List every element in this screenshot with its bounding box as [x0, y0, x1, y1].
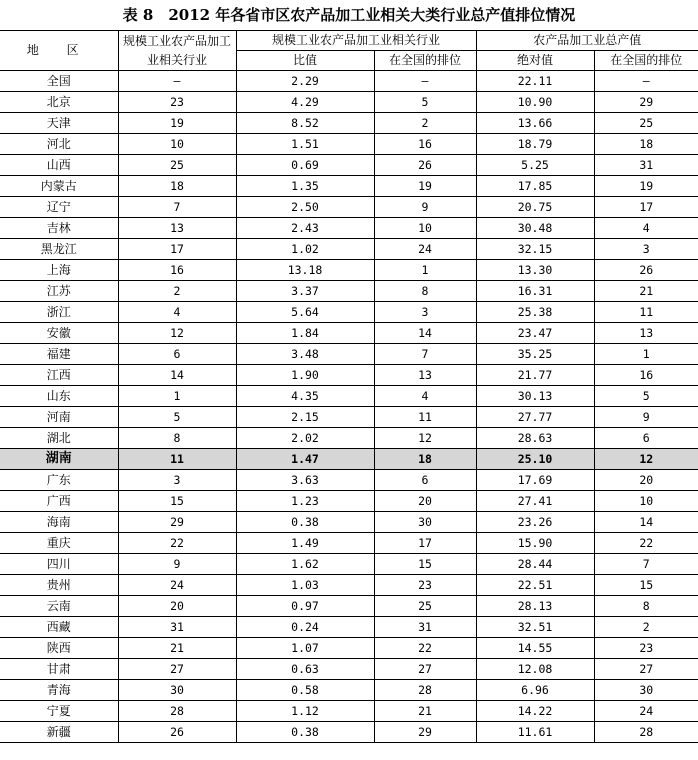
cell-region: 江西 [0, 365, 118, 386]
cell-ratio-rank: 11 [374, 407, 476, 428]
cell-industry-count: 21 [118, 638, 236, 659]
table-row [0, 176, 698, 197]
cell-ratio: 2.02 [236, 428, 374, 449]
cell-ratio: 1.47 [236, 449, 374, 470]
header-industry-count-text: 规模工业农产品加工业相关行业 [123, 33, 232, 67]
cell-ratio: 2.29 [236, 71, 374, 92]
cell-ratio: 0.63 [236, 659, 374, 680]
cell-ratio: 1.62 [236, 554, 374, 575]
cell-output-rank: 14 [594, 512, 698, 533]
table-row [0, 281, 698, 302]
cell-ratio-rank: 30 [374, 512, 476, 533]
cell-ratio-rank: 10 [374, 218, 476, 239]
cell-ratio: 0.38 [236, 722, 374, 743]
table-row [0, 239, 698, 260]
cell-absolute: 14.55 [476, 638, 594, 659]
cell-region: 江苏 [0, 281, 118, 302]
cell-absolute: 16.31 [476, 281, 594, 302]
table-row [0, 680, 698, 701]
table-row [0, 428, 698, 449]
cell-output-rank: 26 [594, 260, 698, 281]
cell-region: 全国 [0, 71, 118, 92]
cell-region: 安徽 [0, 323, 118, 344]
cell-ratio-rank: 1 [374, 260, 476, 281]
cell-output-rank: 13 [594, 323, 698, 344]
cell-ratio: 1.90 [236, 365, 374, 386]
cell-absolute: 6.96 [476, 680, 594, 701]
cell-industry-count: 31 [118, 617, 236, 638]
cell-industry-count: 6 [118, 344, 236, 365]
cell-region: 黑龙江 [0, 239, 118, 260]
cell-ratio-rank: 31 [374, 617, 476, 638]
cell-region: 宁夏 [0, 701, 118, 722]
cell-ratio: 1.51 [236, 134, 374, 155]
cell-output-rank: 22 [594, 533, 698, 554]
cell-output-rank: 30 [594, 680, 698, 701]
cell-region: 湖南 [0, 449, 118, 470]
cell-absolute: 17.85 [476, 176, 594, 197]
cell-ratio-rank: 24 [374, 239, 476, 260]
header-absolute: 绝对值 [476, 51, 594, 71]
cell-output-rank: 9 [594, 407, 698, 428]
cell-ratio: 3.63 [236, 470, 374, 491]
cell-ratio-rank: 15 [374, 554, 476, 575]
cell-region: 四川 [0, 554, 118, 575]
cell-industry-count: 9 [118, 554, 236, 575]
cell-absolute: 10.90 [476, 92, 594, 113]
cell-ratio: 1.23 [236, 491, 374, 512]
table-row [0, 260, 698, 281]
cell-output-rank: 3 [594, 239, 698, 260]
table-row [0, 386, 698, 407]
cell-region: 青海 [0, 680, 118, 701]
cell-industry-count: 27 [118, 659, 236, 680]
table-row [0, 71, 698, 92]
table-body [0, 71, 698, 743]
cell-absolute: 23.26 [476, 512, 594, 533]
table-row [0, 449, 698, 470]
cell-industry-count: 30 [118, 680, 236, 701]
cell-absolute: 18.79 [476, 134, 594, 155]
cell-output-rank: 24 [594, 701, 698, 722]
cell-absolute: 35.25 [476, 344, 594, 365]
cell-absolute: 13.30 [476, 260, 594, 281]
table-row [0, 575, 698, 596]
cell-ratio: 1.35 [236, 176, 374, 197]
cell-ratio-rank: 13 [374, 365, 476, 386]
cell-ratio: 1.02 [236, 239, 374, 260]
cell-industry-count: 28 [118, 701, 236, 722]
cell-ratio-rank: 17 [374, 533, 476, 554]
cell-ratio: 4.35 [236, 386, 374, 407]
cell-ratio: 2.43 [236, 218, 374, 239]
cell-ratio-rank: 7 [374, 344, 476, 365]
table-row [0, 533, 698, 554]
cell-region: 辽宁 [0, 197, 118, 218]
cell-ratio-rank: 8 [374, 281, 476, 302]
cell-industry-count: 16 [118, 260, 236, 281]
cell-absolute: 25.38 [476, 302, 594, 323]
cell-ratio: 0.58 [236, 680, 374, 701]
cell-absolute: 27.77 [476, 407, 594, 428]
cell-region: 广东 [0, 470, 118, 491]
cell-ratio-rank: 23 [374, 575, 476, 596]
cell-ratio: 1.12 [236, 701, 374, 722]
cell-industry-count: 19 [118, 113, 236, 134]
table-title: 表 8 2012 年各省市区农产品加工业相关大类行业总产值排位情况 [122, 6, 576, 24]
cell-output-rank: 23 [594, 638, 698, 659]
cell-ratio-rank: 4 [374, 386, 476, 407]
cell-output-rank: 25 [594, 113, 698, 134]
cell-region: 天津 [0, 113, 118, 134]
cell-industry-count: 17 [118, 239, 236, 260]
cell-absolute: 25.10 [476, 449, 594, 470]
cell-output-rank: 28 [594, 722, 698, 743]
header-output-group: 农产品加工业总产值 [476, 31, 698, 51]
cell-output-rank: 7 [594, 554, 698, 575]
cell-output-rank: 17 [594, 197, 698, 218]
cell-region: 贵州 [0, 575, 118, 596]
cell-ratio-rank: 16 [374, 134, 476, 155]
table-row [0, 197, 698, 218]
table-row [0, 617, 698, 638]
table-row [0, 365, 698, 386]
cell-ratio: 3.37 [236, 281, 374, 302]
cell-absolute: 30.48 [476, 218, 594, 239]
cell-absolute: 27.41 [476, 491, 594, 512]
cell-ratio-rank: — [374, 71, 476, 92]
table-row [0, 554, 698, 575]
cell-industry-count: 3 [118, 470, 236, 491]
cell-region: 广西 [0, 491, 118, 512]
cell-absolute: 14.22 [476, 701, 594, 722]
cell-ratio: 0.69 [236, 155, 374, 176]
cell-region: 上海 [0, 260, 118, 281]
cell-ratio-rank: 5 [374, 92, 476, 113]
cell-absolute: 28.44 [476, 554, 594, 575]
cell-output-rank: 1 [594, 344, 698, 365]
header-ratio-rank: 在全国的排位 [374, 51, 476, 71]
cell-region: 北京 [0, 92, 118, 113]
cell-ratio: 5.64 [236, 302, 374, 323]
cell-region: 重庆 [0, 533, 118, 554]
cell-output-rank: 8 [594, 596, 698, 617]
cell-industry-count: 13 [118, 218, 236, 239]
cell-industry-count: 2 [118, 281, 236, 302]
table-row [0, 113, 698, 134]
cell-absolute: 11.61 [476, 722, 594, 743]
cell-output-rank: 11 [594, 302, 698, 323]
table-row [0, 659, 698, 680]
cell-absolute: 15.90 [476, 533, 594, 554]
cell-industry-count: 1 [118, 386, 236, 407]
cell-industry-count: 22 [118, 533, 236, 554]
cell-absolute: 32.51 [476, 617, 594, 638]
cell-industry-count: 15 [118, 491, 236, 512]
cell-ratio: 0.97 [236, 596, 374, 617]
header-output-rank: 在全国的排位 [594, 51, 698, 71]
cell-industry-count: 23 [118, 92, 236, 113]
cell-ratio: 1.84 [236, 323, 374, 344]
cell-industry-count: 5 [118, 407, 236, 428]
cell-ratio-rank: 9 [374, 197, 476, 218]
cell-region: 浙江 [0, 302, 118, 323]
cell-region: 山东 [0, 386, 118, 407]
cell-region: 吉林 [0, 218, 118, 239]
cell-absolute: 5.25 [476, 155, 594, 176]
table-row [0, 638, 698, 659]
cell-region: 新疆 [0, 722, 118, 743]
cell-region: 河北 [0, 134, 118, 155]
cell-ratio: 1.03 [236, 575, 374, 596]
header-region: 地 区 [0, 31, 118, 71]
cell-output-rank: — [594, 71, 698, 92]
cell-absolute: 23.47 [476, 323, 594, 344]
cell-ratio-rank: 2 [374, 113, 476, 134]
cell-output-rank: 12 [594, 449, 698, 470]
table-row [0, 596, 698, 617]
cell-ratio-rank: 14 [374, 323, 476, 344]
cell-absolute: 30.13 [476, 386, 594, 407]
cell-ratio: 8.52 [236, 113, 374, 134]
cell-industry-count: — [118, 71, 236, 92]
cell-ratio-rank: 6 [374, 470, 476, 491]
table-row [0, 344, 698, 365]
cell-industry-count: 26 [118, 722, 236, 743]
header-ratio-group: 规模工业农产品加工业相关行业 [236, 31, 476, 51]
cell-industry-count: 8 [118, 428, 236, 449]
cell-region: 福建 [0, 344, 118, 365]
cell-ratio-rank: 12 [374, 428, 476, 449]
cell-ratio: 1.07 [236, 638, 374, 659]
cell-ratio-rank: 18 [374, 449, 476, 470]
table-header [0, 31, 698, 71]
ranking-table [0, 30, 698, 743]
cell-region: 甘肃 [0, 659, 118, 680]
cell-output-rank: 10 [594, 491, 698, 512]
cell-ratio-rank: 28 [374, 680, 476, 701]
cell-ratio: 3.48 [236, 344, 374, 365]
cell-industry-count: 18 [118, 176, 236, 197]
cell-output-rank: 19 [594, 176, 698, 197]
cell-region: 云南 [0, 596, 118, 617]
table-row [0, 722, 698, 743]
cell-ratio-rank: 29 [374, 722, 476, 743]
cell-ratio-rank: 27 [374, 659, 476, 680]
cell-ratio: 2.50 [236, 197, 374, 218]
table-row [0, 470, 698, 491]
cell-absolute: 17.69 [476, 470, 594, 491]
cell-ratio: 0.24 [236, 617, 374, 638]
cell-region: 海南 [0, 512, 118, 533]
table-row [0, 512, 698, 533]
cell-absolute: 28.13 [476, 596, 594, 617]
cell-industry-count: 4 [118, 302, 236, 323]
cell-ratio-rank: 21 [374, 701, 476, 722]
cell-absolute: 32.15 [476, 239, 594, 260]
cell-output-rank: 27 [594, 659, 698, 680]
cell-output-rank: 5 [594, 386, 698, 407]
cell-output-rank: 18 [594, 134, 698, 155]
cell-absolute: 20.75 [476, 197, 594, 218]
cell-industry-count: 11 [118, 449, 236, 470]
cell-output-rank: 21 [594, 281, 698, 302]
cell-ratio-rank: 26 [374, 155, 476, 176]
cell-output-rank: 15 [594, 575, 698, 596]
table-row [0, 155, 698, 176]
cell-industry-count: 24 [118, 575, 236, 596]
cell-ratio-rank: 22 [374, 638, 476, 659]
cell-output-rank: 4 [594, 218, 698, 239]
table-row [0, 134, 698, 155]
table-row [0, 407, 698, 428]
cell-region: 湖北 [0, 428, 118, 449]
cell-industry-count: 14 [118, 365, 236, 386]
cell-industry-count: 7 [118, 197, 236, 218]
cell-ratio-rank: 20 [374, 491, 476, 512]
cell-region: 山西 [0, 155, 118, 176]
header-industry-count [118, 31, 236, 71]
table-row [0, 92, 698, 113]
cell-region: 河南 [0, 407, 118, 428]
cell-industry-count: 12 [118, 323, 236, 344]
cell-region: 西藏 [0, 617, 118, 638]
cell-region: 陕西 [0, 638, 118, 659]
table-row [0, 302, 698, 323]
cell-absolute: 13.66 [476, 113, 594, 134]
cell-ratio-rank: 25 [374, 596, 476, 617]
cell-industry-count: 29 [118, 512, 236, 533]
cell-ratio: 13.18 [236, 260, 374, 281]
cell-absolute: 28.63 [476, 428, 594, 449]
cell-ratio: 4.29 [236, 92, 374, 113]
table-row [0, 701, 698, 722]
cell-output-rank: 20 [594, 470, 698, 491]
cell-ratio: 2.15 [236, 407, 374, 428]
cell-output-rank: 29 [594, 92, 698, 113]
cell-output-rank: 31 [594, 155, 698, 176]
cell-absolute: 22.11 [476, 71, 594, 92]
cell-industry-count: 20 [118, 596, 236, 617]
cell-absolute: 22.51 [476, 575, 594, 596]
cell-absolute: 12.08 [476, 659, 594, 680]
cell-industry-count: 25 [118, 155, 236, 176]
cell-absolute: 21.77 [476, 365, 594, 386]
cell-region: 内蒙古 [0, 176, 118, 197]
cell-output-rank: 6 [594, 428, 698, 449]
cell-ratio: 1.49 [236, 533, 374, 554]
cell-output-rank: 16 [594, 365, 698, 386]
header-ratio: 比值 [236, 51, 374, 71]
cell-ratio-rank: 3 [374, 302, 476, 323]
table-row [0, 323, 698, 344]
cell-ratio-rank: 19 [374, 176, 476, 197]
table-row [0, 218, 698, 239]
cell-industry-count: 10 [118, 134, 236, 155]
cell-output-rank: 2 [594, 617, 698, 638]
cell-ratio: 0.38 [236, 512, 374, 533]
table-row [0, 491, 698, 512]
